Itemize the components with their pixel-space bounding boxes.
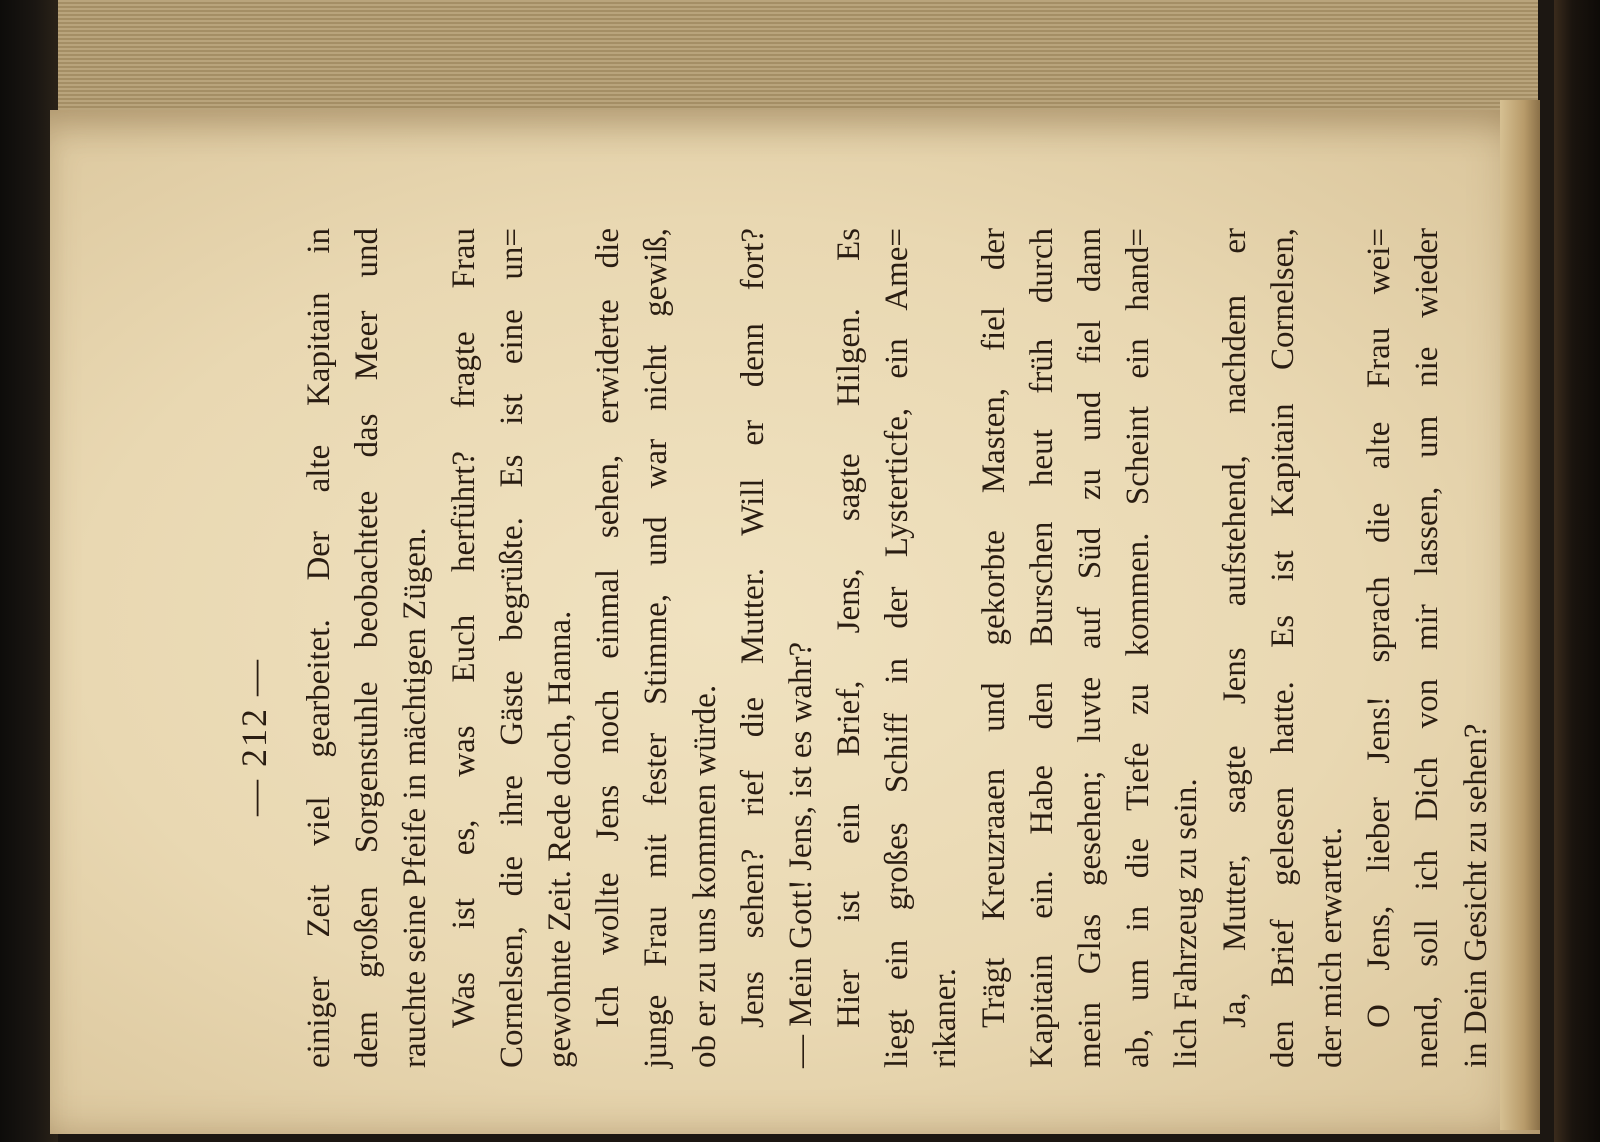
text-line: liegt ein großes Schiff in der Lysterticfe, ein Ame= xyxy=(879,228,916,1068)
text-line: einiger Zeit viel gearbeitet. Der alte Kapitain in xyxy=(301,228,337,1068)
page-number: — 212 — xyxy=(234,658,274,816)
text-line: rikaner. xyxy=(927,968,964,1068)
page-gutter xyxy=(1500,100,1540,1130)
text-line: Ich wollte Jens noch einmal sehen, erwiderte die xyxy=(590,228,627,1028)
text-line: dem großen Sorgenstuhle beobachtete das Meer und xyxy=(349,228,386,1068)
text-line: Ja, Mutter, sagte Jens aufstehend, nachdem er xyxy=(1216,228,1253,1028)
body-text xyxy=(295,228,1500,1068)
text-line: Trägt Kreuzraaen und gekorbte Masten, fiel der xyxy=(975,228,1012,1028)
text-line: ob er zu uns kommen würde. xyxy=(686,684,723,1068)
text-line: mein Glas gesehen; luvte auf Süd zu und fiel dann xyxy=(1072,228,1108,1068)
rotated-text-area xyxy=(225,228,1494,1068)
text-line: — Mein Gott! Jens, ist es wahr? xyxy=(782,641,819,1068)
text-line: ab, um in die Tiefe zu kommen. Scheint ein hand= xyxy=(1120,228,1157,1068)
text-line: Kapitain ein. Habe den Burschen heut früh durch xyxy=(1023,228,1060,1068)
page-edges xyxy=(58,0,1538,114)
text-line: Cornelsen, die ihre Gäste begrüßte. Es ist eine un= xyxy=(493,228,530,1068)
text-line: rauchte seine Pfeife in mächtigen Zügen. xyxy=(397,527,434,1068)
text-line: Hier ist ein Brief, Jens, sagte Hilgen. Es xyxy=(831,228,868,1028)
text-line: junge Frau mit fester Stimme, und war nicht gewiß, xyxy=(638,228,675,1068)
text-line: nend, soll ich Dich von mir lassen, um nie wieder xyxy=(1409,228,1446,1068)
text-line: Jens sehen? rief die Mutter. Will er denn fort? xyxy=(734,228,771,1028)
text-line: in Dein Gesicht zu sehen? xyxy=(1457,723,1494,1068)
text-line: den Brief gelesen hatte. Es ist Kapitain Cornelsen, xyxy=(1264,228,1301,1068)
text-line: O Jens, lieber Jens! sprach die alte Frau wei= xyxy=(1361,228,1398,1028)
text-line: der mich erwartet. xyxy=(1312,827,1349,1068)
text-line: Was ist es, was Euch herführt? fragte Frau xyxy=(445,228,482,1028)
book-binding-right xyxy=(1554,0,1600,1142)
text-line: gewohnte Zeit. Rede doch, Hanna. xyxy=(541,610,578,1068)
text-line: lich Fahrzeug zu sein. xyxy=(1168,778,1205,1068)
